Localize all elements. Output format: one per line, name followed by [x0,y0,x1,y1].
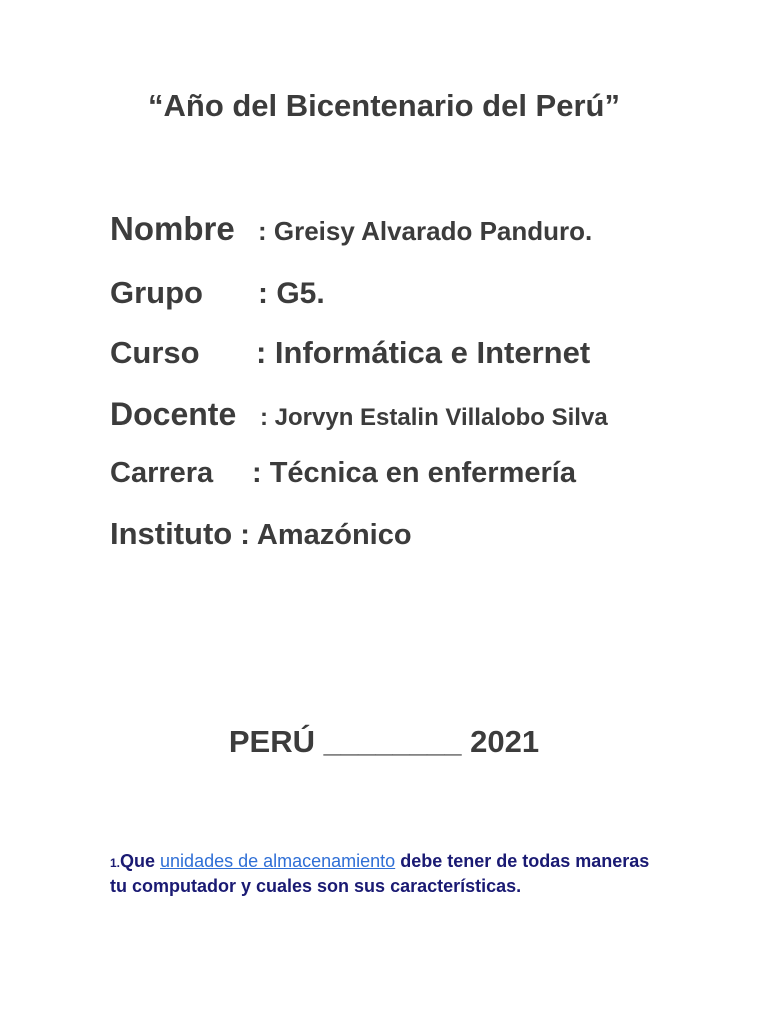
storage-units-link[interactable]: unidades de almacenamiento [160,851,396,871]
field-curso-value: : Informática e Internet [256,335,591,370]
field-docente-value: : Jorvyn Estalin Villalobo Silva [260,404,608,431]
question-suffix: debe tener de todas maneras tu computador y cuales son sus características. [110,851,650,896]
field-grupo-value: : G5. [258,277,325,310]
field-instituto-value: : Amazónico [240,519,412,551]
field-nombre [110,210,592,248]
field-docente-label: Docente [110,396,237,432]
footer-place-date: PERÚ ________ 2021 [228,724,540,759]
field-carrera-label: Carrera [110,457,214,489]
field-instituto-label: Instituto [110,516,233,551]
field-carrera-value: : Técnica en enfermería [252,457,576,489]
question-number: 1. [110,856,121,870]
field-nombre-value: : Greisy Alvarado Panduro. [258,216,593,246]
field-curso-label: Curso [110,335,200,370]
field-instituto [110,516,412,552]
field-curso [110,335,590,371]
field-nombre-label: Nombre [110,210,235,247]
field-grupo-label: Grupo [110,275,203,310]
field-carrera [110,457,576,490]
field-grupo [110,275,325,311]
question-1 [110,850,670,898]
question-prefix: Que [120,851,161,871]
field-docente [110,396,608,433]
document-title: “Año del Bicentenario del Perú” [148,88,620,123]
